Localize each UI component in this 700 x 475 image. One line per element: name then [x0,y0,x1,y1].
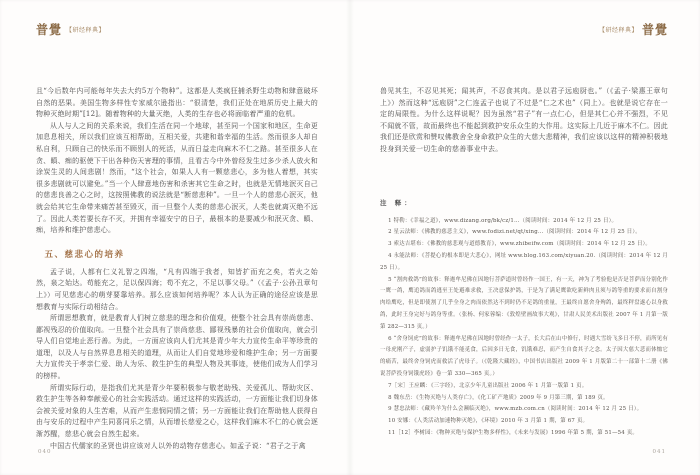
body-paragraph: 所谓实际行动，是指我们尤其是青少年要积极参与敬老助残、关爱孤儿、帮助灾区、救生护生等各种奉献爱心的社会实践活动。通过这样的实践活动，一方面能让我们切身体会被关爱对象的人生苦难，从而产生悲悯同情之情；另一方面能让我们在帮助他人获得自由与安乐的过程中产生同喜同乐之情，从而增长慈爱之心，这样我们麻木不仁的心就会逐渐苏醒，慈悲心就会自然生起来。 [36,383,318,439]
body-paragraph: 所谓思想教育，就是教育人们树立慈悲的理念和价值观，使整个社会具有崇尚慈悲、鄙视残忍的价值取向。一旦整个社会具有了崇尚慈悲、鄙视残暴的社会价值取向，就会引导人们自觉地止恶行善。为此，一方面应该向人们尤其是青少年大力宣传生命平等珍贵的道理，以及人与自然界息息相关的道理，从而让人们自觉地珍爱和维护生命；另一方面要大力宣传关于孝亲仁爱、助人为乐、救生护生的典型人物及其事迹，使他们成为人们学习的榜样。 [36,314,318,381]
footnote-item: 7［宋］王应麟：《三字经》，北京少年儿童出版社 2006 年 1 月第一版第 1 页。 [388,382,588,389]
page-header-left [36,20,318,36]
footnote-item: 1 特勒：《幸福之道》，www.dizang.org/bk/cz/1…（阅读时间：2014 年 12 月 25 日）。 [388,217,618,224]
footnote-item: 2 星云法师：《佛教的慈悲主义》，www.fodizi.net/qt/xing…（阅读时间：2014 年 12 月 25 日）。 [388,229,641,236]
footnote-item: 11［12］李树园：《物种灭绝与保护生物多样性》，《未来与发展》1996 年第 5 期，第 51—54 页。 [388,429,639,436]
footnote-item: 4 永能法师：《菩提心的根本即是大悲心》，网址 www.blog.163.com/xiyuan.20.（阅读时间：2014 年 12 月 25 日）。 [380,252,668,271]
page-number-left: 040 [38,449,52,455]
left-body-text [36,86,318,452]
footnotes-section [380,198,668,440]
body-paragraph: 孟子说，人都有仁义礼智之四端，“凡有四端于我者，知皆扩而充之矣，若火之始然，泉之始达。苟能充之，足以保四海；苟不充之，不足以事父母。”（《孟子·公孙丑章句上》）可见慈悲心的萌芽要靠培养。那么应该如何培养呢？本人认为正确的途径应该是思想教育与实际行动相结合。 [36,267,318,311]
body-paragraph: 兽见其生，不忍见其死；闻其声，不忍食其肉。是以君子远庖厨也。”（《孟子·梁惠王章句上》）然而这种“远庖厨”之仁连孟子也说了不过是“仁之术也”（同上）。也就是说它存在一定的局限性。为什么这样说呢？因为虽然“君子”有一点仁心，但是其仁心并不强烈，不见不闻就不管，故而最终也不能起到救护安乐众生的大作用。这实际上几近于麻木不仁。因此我们还是欣赏和赞叹佛教舍全身命救护众生的大慈大悲精神，我们应该以这样的精神积极地投身到关爱一切生命的慈善事业中去。 [380,87,668,153]
page-header-right [380,20,668,36]
footnote-item: 3 索达吉堪布：《佛教的慈悲观与道德教育》，www.zhibeifw.com（阅读时间：2014 年 12 月 25 日）。 [388,241,652,248]
series-label: 【研经释典】 [66,27,106,35]
body-paragraph: 中国古代儒家的圣贤也讲应该对人以外的动物存慈悲心。如孟子说：“君子之于禽 [50,441,306,450]
footnote-item: 9 慧忠法师：《藏羚羊为什么会濒临灭绝》，www.mzb.com.cn（阅读时间：2014 年 12 月 25 日）。 [388,406,643,413]
section-heading: 五、慈悲心的培养 [44,249,125,260]
footnote-item: 8 魏东岳：《生物灭绝与人类存亡》，《化工矿产地质》2009 年 9 月第三期，第 189 页。 [388,394,609,401]
brand-logo: 普覺 [641,22,668,38]
brand-logo: 普覺 [36,22,63,38]
body-paragraph: 从人与人之间的关系来说，我们生活在同一个地球，甚至同一个国家和地区，生命更加息息相关，所以我们应该互相帮助，互相关爱，共建和谐幸福的生活。然而很多人却自私自利，只顾自己的快乐而不顾别人的死活，从而日益走向麻木不仁之路。甚至很多人在贪、瞋、痴的驱使下干出各种伤天害理的事情，且看古今中外曾经发生过多少杀人放火和涂炭生灵的人间悲剧！然而，“这个社会，如果人人有一颗慈悲心，多为他人着想，其实很多悲剧就可以避免。”当一个人肆意地伤害和杀害其它生命之时，也就是无情地泯灭自己的慈悲良善之心之时，这按照佛教的说法就是“断慈悲种”。一旦一个人的慈悲心泯灭，他就会给其它生命带来痛苦甚至毁灭，而一旦整个人类的慈悲心泯灭，人类也就离灭绝不远了。因此人类若要长存不灭，并拥有幸福安宁的日子，最根本的是要减少和泯灭贪、瞋、痴，培养和维护慈悲心。 [36,121,318,235]
footnote-item: 6 “舍身饲虎”的故事：释迦牟尼佛在因地时曾经作一太子，长大后在山中修行，时遇大雪纷飞多日不停，而所见有一母虎刚产子，虚弱护子饥饿不能觅食，后因多日无食，饥饿难忍，而产生自食其子之念。太子因大慈大悲而体恤它的痛苦，最终舍身饲虎而救活了虎母子。（《乾隆大藏经》，中国书店出版社 2009 年 1 月版第二十一部第十二册《佛说菩萨投身饲饿虎经》卷一第 330—365 页。） [380,335,668,377]
page-number-right: 041 [652,449,666,455]
footnote-item: 5 “割肉救鸽”的故事：释迦牟尼佛在因地行菩萨道时曾经作一国王，有一天，神为了考验他是否是菩萨而分别化作一鹰一鸽，鹰追鸽而鸽逃至王处避难求救，王决意保护鸽，于是为了满足鹰欲吃新鲜肉且须与鸽等重的要求而自割身肉给鹰吃，但是即使割了几乎全身之肉而依然达不到时仍不足鸽的重量，王最终自愿舍身殉鸽，最终秤盘遂心以身救鸽，此时王身完好与鸽身等重。（张杨、何家蓉编：《敦煌壁画故事大观》，甘肃人民美术出版社 2007 年 1 月第一版第 282—315 页。） [380,276,668,330]
body-paragraph: 且“今后数年内可能每年失去大约5万个物种”。这都是人类疯狂捕杀野生动物和肆意破坏自然的恶果。美国生物多样性专家威尔逊指出：“很清楚，我们正处在地质历史上最大的物种灭绝时期”[12]。随着物种的大量灭绝，人类的生存也必将面临着严重的危机。 [36,87,318,119]
series-label: 【研经释典】 [598,27,638,35]
footnotes-heading: 注 释： [380,198,414,207]
page-right [350,0,700,475]
footnote-item: 10 安娜：《人类活动加速物种灭绝》，《环境》2010 年 3 月第 1 期，第 67 页。 [388,418,589,425]
